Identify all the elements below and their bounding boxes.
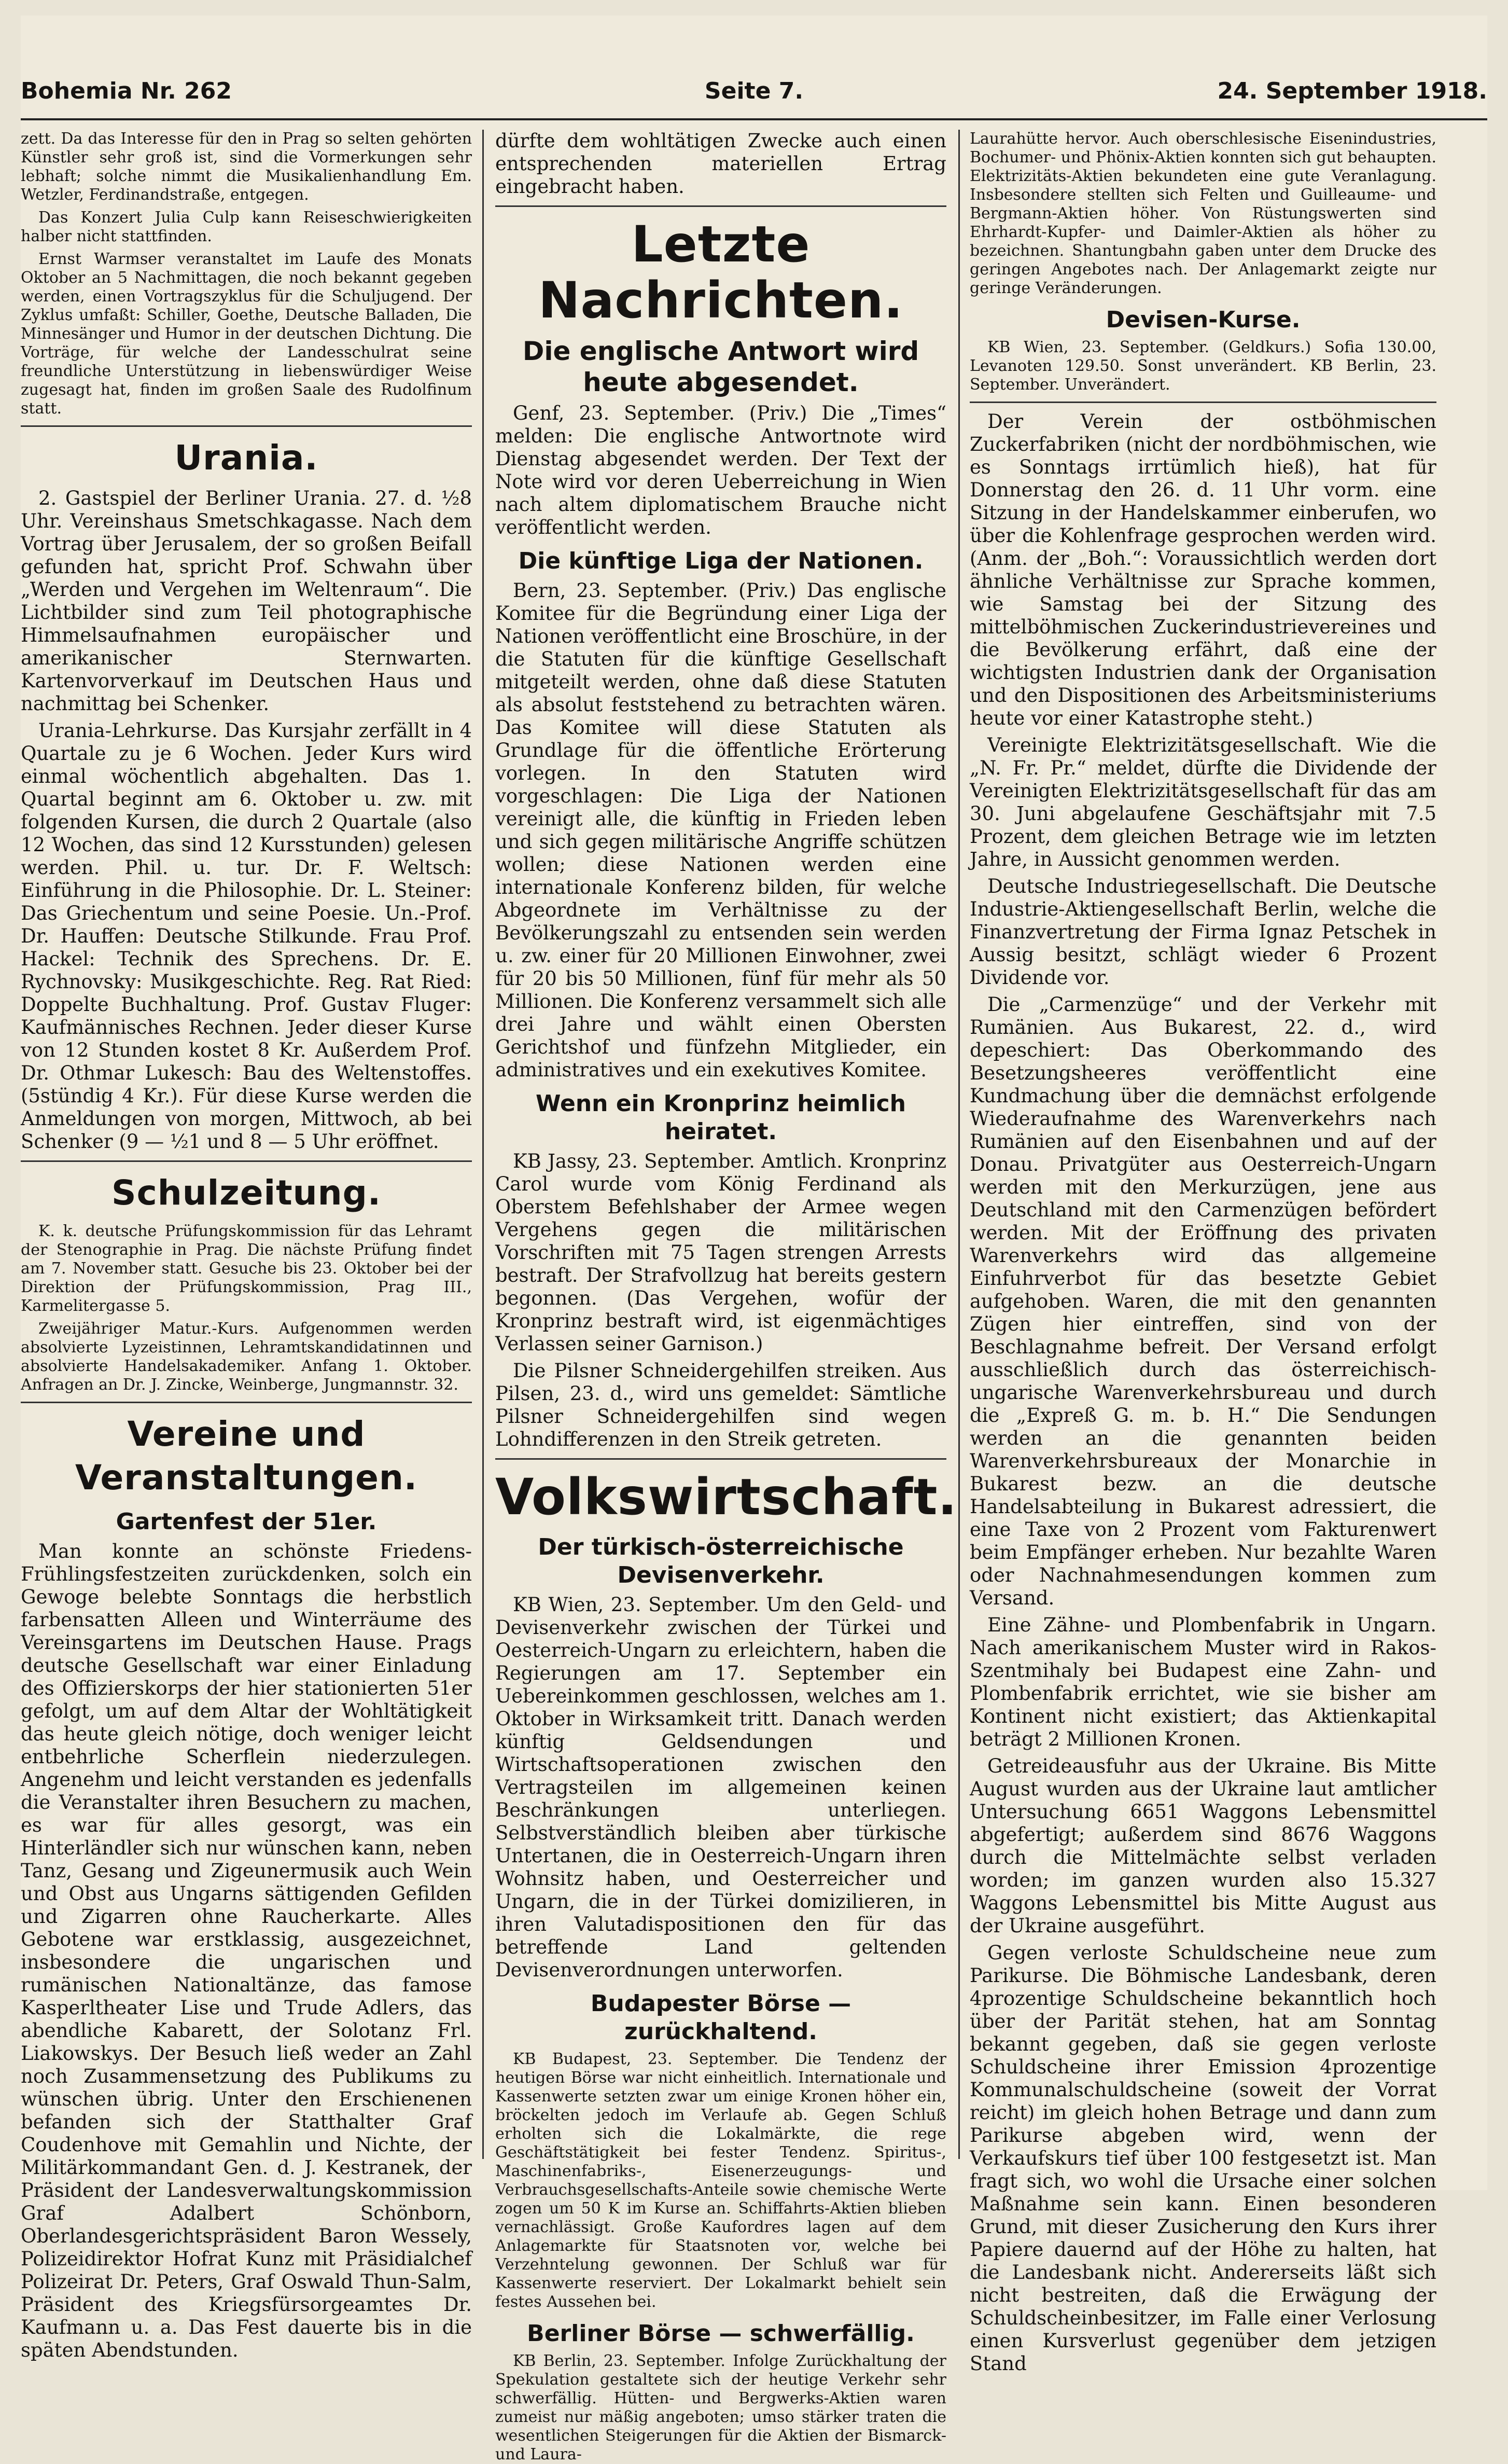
liga-text: Bern, 23. September. (Priv.) Das englische Komitee für die Begründung einer Liga der Nationen veröffentlicht eine Broschüre, in der die Statuten für die künftige Gesellschaft mitgeteilt werden, ohne daß diese Statuten als absolut feststehend zu betrachten wären. Das Komitee will diese Statuten als Grundlage für die öffentliche Erörterung vorlegen. In den Statuten wird vorgeschlagen: Die Liga der Nationen vereinigt alle, die künftig in Frieden leben und sich gegen militärische Angriffe schützen wollen; diese Nationen werden eine internationale Konferenz bilden, für welche Abgeordnete im Verhältnisse zu der Bevölkerungszahl zu entsenden sein werden u. zw. einer für 20 Millionen Einwohner, zwei für 20 bis 50 Millionen, fünf für mehr als 50 Millionen. Die Konferenz versammelt sich alle drei Jahre und wählt einen Obersten Gerichtshof und fünfzehn Mitglieder, ein administratives und ein exekutives Komitee. — [495, 579, 946, 1081]
getreide-text: Getreideausfuhr aus der Ukraine. Bis Mitte August wurden aus der Ukraine laut amtlicher Untersuchung 6651 Waggons Lebensmittel abgefertigt; außerdem sind 8676 Waggons durch die Mittelmächte selbst verladen worden; im ganzen wurden also 15.327 Waggons Lebensmittel bis Mitte August aus der Ukraine ausgeführt. — [970, 1755, 1436, 1937]
berlin-headline: Berliner Börse — schwerfällig. — [527, 2320, 915, 2347]
devisen-kurse-title: Devisen-Kurse. — [1106, 307, 1301, 333]
devisenverkehr-text: KB Wien, 23. September. Um den Geld- und Devisenverkehr zwischen der Türkei und Oesterreich-Ungarn zu erleichtern, haben die Regierungen am 17. September ein Uebereinkommen geschlossen, welches am 1. Oktober in Wirksamkeit tritt. Danach werden künftig Geldsendungen und Wirtschaftsoperationen zwischen den Vertragsteilen im allgemeinen keinen Beschränkungen unterliegen. Selbstverständlich bleiben aber türkische Untertanen, die in Oesterreich-Ungarn ihren Wohnsitz haben, und Oesterreicher und Ungarn, die in der Türkei domizilieren, in ihren Valutadispositionen den für das betreffende Land geltenden Devisenverordnungen unterworfen. — [495, 1594, 946, 1981]
devisen-kurse-text: KB Wien, 23. September. (Geldkurs.) Sofia 130.00, Levanoten 129.50. Sonst unverändert. KB Berlin, 23. September. Unverändert. — [970, 338, 1436, 394]
urania-paragraph-2: Urania-Lehrkurse. Das Kursjahr zerfällt in 4 Quartale zu je 6 Wochen. Jeder Kurs wird einmal wöchentlich abgehalten. Das 1. Quartal beginnt am 6. Oktober u. zw. mit folgenden Kursen, die durch 2 Quartale (also 12 Wochen, das sind 12 Kursstunden) gelesen werden. Phil. u. tur. Dr. F. Weltsch: Einführung in die Philosophie. Dr. L. Steiner: Das Griechentum und seine Poesie. Un.-Prof. Dr. Hauffen: Deutsche Stilkunde. Frau Prof. Hackel: Technik des Sprechens. Dr. E. Rychnovsky: Musikgeschichte. Reg. Rat Ried: Doppelte Buchhaltung. Prof. Gustav Fluger: Kaufmännisches Rechnen. Jeder dieser Kurse von 12 Stunden kostet 8 Kr. Außerdem Prof. Dr. Othmar Lukesch: Bau des Weltenstoffes. (5stündig 4 Kr.). Für diese Kurse werden die Anmeldungen von morgen, Mittwoch, ab bei Schenker (9 — ½1 und 8 — 5 Uhr eröffnet. — [21, 719, 472, 1153]
english-answer-headline: Die englische Antwort wird heute abgesendet. — [522, 336, 919, 397]
continuation-text: dürfte dem wohltätigen Zwecke auch einen entsprechenden materiellen Ertrag eingebracht haben. — [495, 130, 946, 198]
culp-note: Das Konzert Julia Culp kann Reiseschwierigkeiten halber nicht stattfinden. — [21, 209, 472, 245]
budapest-headline: Budapester Börse — zurückhaltend. — [590, 1990, 851, 2045]
berlin-text: KB Berlin, 23. September. Infolge Zurückhaltung der Spekulation gestaltete sich der heutige Verkehr sehr schwerfällig. Hütten- und Bergwerks-Aktien waren zumeist nur mäßig angeboten; umso stärker traten die wesentlichen Steigerungen für die Aktien der Bismarck- und Laura- — [495, 2352, 946, 2463]
column-3 — [970, 130, 1436, 2375]
liga-headline: Die künftige Liga der Nationen. — [518, 548, 924, 574]
devisenverkehr-headline: Der türkisch-österreichische Devisenverkehr. — [538, 1534, 904, 1588]
pilsner-text: Die Pilsner Schneidergehilfen streiken. Aus Pilsen, 23. d., wird uns gemeldet: Sämtliche Pilsner Schneidergehilfen sind wegen Lohndifferenzen in den Streik getreten. — [495, 1360, 946, 1450]
zahnfabrik-text: Eine Zähne- und Plombenfabrik in Ungarn. Nach amerikanischem Muster wird in Rakos-Szentmihaly bei Budapest eine Zahn- und Plombenfabrik errichtet, wie sie bisher am Kontinent nicht existiert; das Aktienkapital beträgt 2 Millionen Kronen. — [970, 1614, 1436, 1750]
section-rule — [495, 1458, 946, 1460]
schulzeitung-title: Schulzeitung. — [111, 1173, 381, 1213]
kronprinz-headline: Wenn ein Kronprinz heimlich heiratet. — [536, 1090, 906, 1145]
section-rule — [970, 402, 1436, 403]
volkswirtschaft-title: Volkswirtschaft. — [495, 1468, 958, 1526]
schul-paragraph-2: Zweijähriger Matur.-Kurs. Aufgenommen werden absolvierte Lyzeistinnen, Lehramtskandidatinnen und absolvierte Handelsakademiker. Anfang 1. Oktober. Anfragen an Dr. J. Zincke, Weinberge, Jungmannstr. 32. — [21, 1320, 472, 1394]
column-divider-2 — [958, 130, 960, 2159]
english-answer-text: Genf, 23. September. (Priv.) Die „Times“ melden: Die englische Antwortnote wird Dienstag abgesendet werden. Der Text der Note wird vor deren Ueberreichung in Wien nach altem diplomatischem Brauche nicht veröffentlicht werden. — [495, 402, 946, 538]
kronprinz-text: KB Jassy, 23. September. Amtlich. Kronprinz Carol wurde vom König Ferdinand als Oberstem Befehlshaber der Armee wegen Vergehens gegen die militärischen Vorschriften mit 75 Tagen strengen Arrests bestraft. Der Strafvollzug hat bereits gestern begonnen. (Das Vergehen, wofür der Kronprinz bestraft wird, ist eigenmächtiges Verlassen seiner Garnison.) — [495, 1150, 946, 1355]
header-publication: Bohemia Nr. 262 — [21, 78, 232, 104]
vereine-title: Vereine und Veranstaltungen. — [75, 1414, 417, 1498]
gartenfest-text: Man konnte an schönste Friedens-Frühlingsfestzeiten zurückdenken, solch ein Gewoge belebte Sonntags die herbstlich farbensatten Alleen und Winterräume des Vereinsgartens im Deutschen Hause. Prags deutsche Gesellschaft war einer Einladung des Offizierskorps der hier stationierten 51er gefolgt, um auf dem Altar der Wohltätigkeit das heute gleich nötige, doch weniger leicht entbehrliche Scherflein niederzulegen. Angenehm und leicht verstanden es jedenfalls die Veranstalter ihren Besuchern zu machen, es war für alles gesorgt, was ein Hinterländler sich nur wünschen kann, neben Tanz, Gesang und Zigeunermusik auch Wein und Obst aus Ungarns sättigenden Gefilden und Zigarren ohne Raucherkarte. Alles Gebotene war erstklassig, ausgezeichnet, insbesondere die ungarischen und rumänischen Nationaltänze, das famose Kasperltheater Lise und Trude Adlers, das abendliche Kabarett, der Solotanz Frl. Liakowskys. Der Besuch ließ weder an Zahl noch Zusammensetzung des Publikums zu wünschen übrig. Unter den Erschienenen befanden sich der Statthalter Graf Coudenhove mit Gemahlin und Nichte, der Militärkommandant Gen. d. J. Kestranek, der Präsident der Landesverwaltungskommission Graf Adalbert Schönborn, Oberlandesgerichtspräsident Baron Wessely, Polizeidirektor Hofrat Kunz mit Präsidialchef Polizeirat Dr. Peters, Graf Oswald Thun-Salm, Präsident des Kriegsfürsorgeamtes Dr. Kaufmann u. a. Das Fest dauerte bis in die späten Abendstunden. — [21, 1540, 472, 2361]
header-date: 24. September 1918. — [1217, 78, 1487, 104]
budapest-text: KB Budapest, 23. September. Die Tendenz der heutigen Börse war nicht einheitlich. Internationale und Kassenwerte setzten zwar um einige Kronen höher ein, bröckelten jedoch im Verlaufe ab. Gegen Schluß erholten sich die Lokalmärkte, die rege Geschäftstätigkeit bei fester Tendenz. Spiritus-, Maschinenfabriks-, Eisenerzeugungs- und Verbrauchsgesellschafts-Anteile sowie chemische Werte zogen um 50 K im Kurse an. Schiffahrts-Aktien blieben vernachlässigt. Große Kaufordres lagen auf dem Anlagemarkte für Staatsnoten vor, welche bei Verzehntelung gewonnen. Der Schluß war für Kassenwerte reserviert. Der Lokalmarkt behielt sein festes Aussehen bei. — [495, 2050, 946, 2311]
zucker-text: Der Verein der ostböhmischen Zuckerfabriken (nicht der nordböhmischen, wie es Sonntags irrtümlich hieß), hat für Donnerstag den 26. d. 11 Uhr vorm. eine Sitzung in der Handelskammer einberufen, wo über die Kohlenfrage gesprochen werden wird. (Anm. der „Boh.“: Voraussichtlich werden dort ähnliche Verhältnisse zur Sprache kommen, wie Samstag bei der Sitzung des mittelböhmischen Zuckerindustrievereines und die Bevölkerung erfährt, daß eine der wichtigsten Industrien dank der Organisation und den Dispositionen des Arbeitsministeriums heute vor einer Katastrophe steht.) — [970, 410, 1436, 729]
column-divider-1 — [482, 130, 484, 2159]
section-rule — [21, 1402, 472, 1403]
section-rule — [21, 425, 472, 427]
carmenzuege-text: Die „Carmenzüge“ und der Verkehr mit Rumänien. Aus Bukarest, 22. d., wird depeschiert: Das Oberkommando des Besetzungsheeres veröffentlicht eine Kundmachung über die demnächst erfolgende Wiederaufnahme des Warenverkehrs nach Rumänien auf den Eisenbahnen und auf der Donau. Privatgüter aus Oesterreich-Ungarn werden mit den Merkurzügen, jene aus Deutschland mit den Carmenzügen befördert werden. Mit der Eröffnung des privaten Warenverkehrs wird das allgemeine Einfuhrverbot für das besetzte Gebiet aufgehoben. Waren, die mit den genannten Zügen hier eintreffen, sind von der Beschlagnahme befreit. Der Versand erfolgt ausschließlich durch das österreichisch-ungarische Warenverkehrsbureau und durch die „Expreß G. m. b. H.“ Die Sendungen werden an die genannten beiden Warenverkehrsbureaux der Monarchie in Bukarest bezw. an die deutsche Handelsabteilung in Bukarest adressiert, die eine Taxe von 2 Prozent vom Fakturenwert beim Empfänger erheben. Nur bezahlte Waren oder Nachnahmesendungen kommen zum Versand. — [970, 993, 1436, 1609]
urania-title: Urania. — [174, 438, 318, 478]
column-2 — [495, 130, 958, 2463]
industrie-text: Deutsche Industriegesellschaft. Die Deutsche Industrie-Aktiengesellschaft Berlin, welche die Finanzvertretung der Firma Ignaz Petschek in Aussig besitzt, schlägt wieder 6 Prozent Dividende vor. — [970, 875, 1436, 989]
urania-paragraph-1: 2. Gastspiel der Berliner Urania. 27. d. ½8 Uhr. Vereinshaus Smetschkagasse. Nach dem Vortrag über Jerusalem, der so großen Beifall gefunden hat, spricht Prof. Schwahn über „Werden und Vergehen im Weltenraum“. Die Lichtbilder sind zum Teil photographische Himmelsaufnahmen europäischer und amerikanischer Sternwarten. Kartenvorverkauf im Deutschen Haus und nachmittag bei Schenker. — [21, 487, 472, 715]
section-rule — [495, 205, 946, 207]
header-rule — [21, 118, 1487, 120]
continuation-text: Laurahütte hervor. Auch oberschlesische Eisenindustries, Bochumer- und Phönix-Aktien konnten sich gut behaupten. Elektrizitäts-Aktien bekundeten eine gute Veranlagung. Insbesondere stellten sich Felten und Guilleaume- und Bergmann-Aktien höher. Von Rüstungswerten sind Ehrhardt-Kupfer- und Daimler-Aktien als höher zu bezeichnen. Shantungbahn gaben unter dem Drucke des geringen Angebotes nach. Der Anlagemarkt zeigte nur geringe Veränderungen. — [970, 130, 1436, 297]
elektrizitaet-text: Vereinigte Elektrizitätsgesellschaft. Wie die „N. Fr. Pr.“ meldet, dürfte die Dividende der Vereinigten Elektrizitätsgesellschaft für das am 30. Juni abgelaufene Geschäftsjahr mit 7.5 Prozent, dem gleichen Betrage wie im letzten Jahre, in Aussicht genommen werden. — [970, 734, 1436, 870]
concert-note: zett. Da das Interesse für den in Prag so selten gehörten Künstler sehr groß ist, sind die Vormerkungen sehr lebhaft; solche nimmt die Musikalienhandlung Em. Wetzler, Ferdinandstraße, entgegen. — [21, 130, 472, 204]
warmser-note: Ernst Warmser veranstaltet im Laufe des Monats Oktober an 5 Nachmittagen, die noch bekannt gegeben werden, einen Vortragszyklus für die Schuljugend. Der Zyklus umfaßt: Schiller, Goethe, Deutsche Balladen, Die Minnesänger und Humor in der deutschen Dichtung. Die Vorträge, für welche der Landesschulrat seine freundliche Unterstützung in liebenswürdiger Weise zugesagt hat, finden im großen Saale des Rudolfinum statt. — [21, 250, 472, 418]
page-header — [21, 62, 1487, 109]
letzte-nachrichten-title: Letzte Nachrichten. — [538, 215, 903, 329]
section-rule — [21, 1160, 472, 1162]
column-1 — [21, 130, 472, 2361]
schuldscheine-text: Gegen verloste Schuldscheine neue zum Parikurse. Die Böhmische Landesbank, deren 4prozentige Schuldscheine bekanntlich hoch über der Parität stehen, hat am Sonntag bekannt gegeben, daß sie gegen verloste Schuldscheine ihrer Emission 4prozentige Kommunalschuldscheine (soweit der Vorrat reicht) im gleich hohen Betrage und dann zum Parikurse abgeben wird, wenn der Verkaufskurs tief über 100 festgesetzt ist. Man fragt sich, wo wohl die Ursache einer solchen Maßnahme sein kann. Einen besonderen Grund, mit dieser Zusicherung den Kurs ihrer Papiere dauernd auf der Höhe zu halten, hat die Landesbank nicht. Andererseits läßt sich nicht bestreiten, daß die Erwägung der Schuldscheinbesitzer, im Falle einer Verlosung einen Kursverlust gegenüber dem jetzigen Stand — [970, 1942, 1436, 2375]
gartenfest-headline: Gartenfest der 51er. — [116, 1508, 377, 1535]
header-page-number: Seite 7. — [704, 78, 804, 104]
schul-paragraph-1: K. k. deutsche Prüfungskommission für das Lehramt der Stenographie in Prag. Die nächste Prüfung findet am 7. November statt. Gesuche bis 23. Oktober bei der Direktion der Prüfungskommission, Prag III., Karmelitergasse 5. — [21, 1222, 472, 1315]
